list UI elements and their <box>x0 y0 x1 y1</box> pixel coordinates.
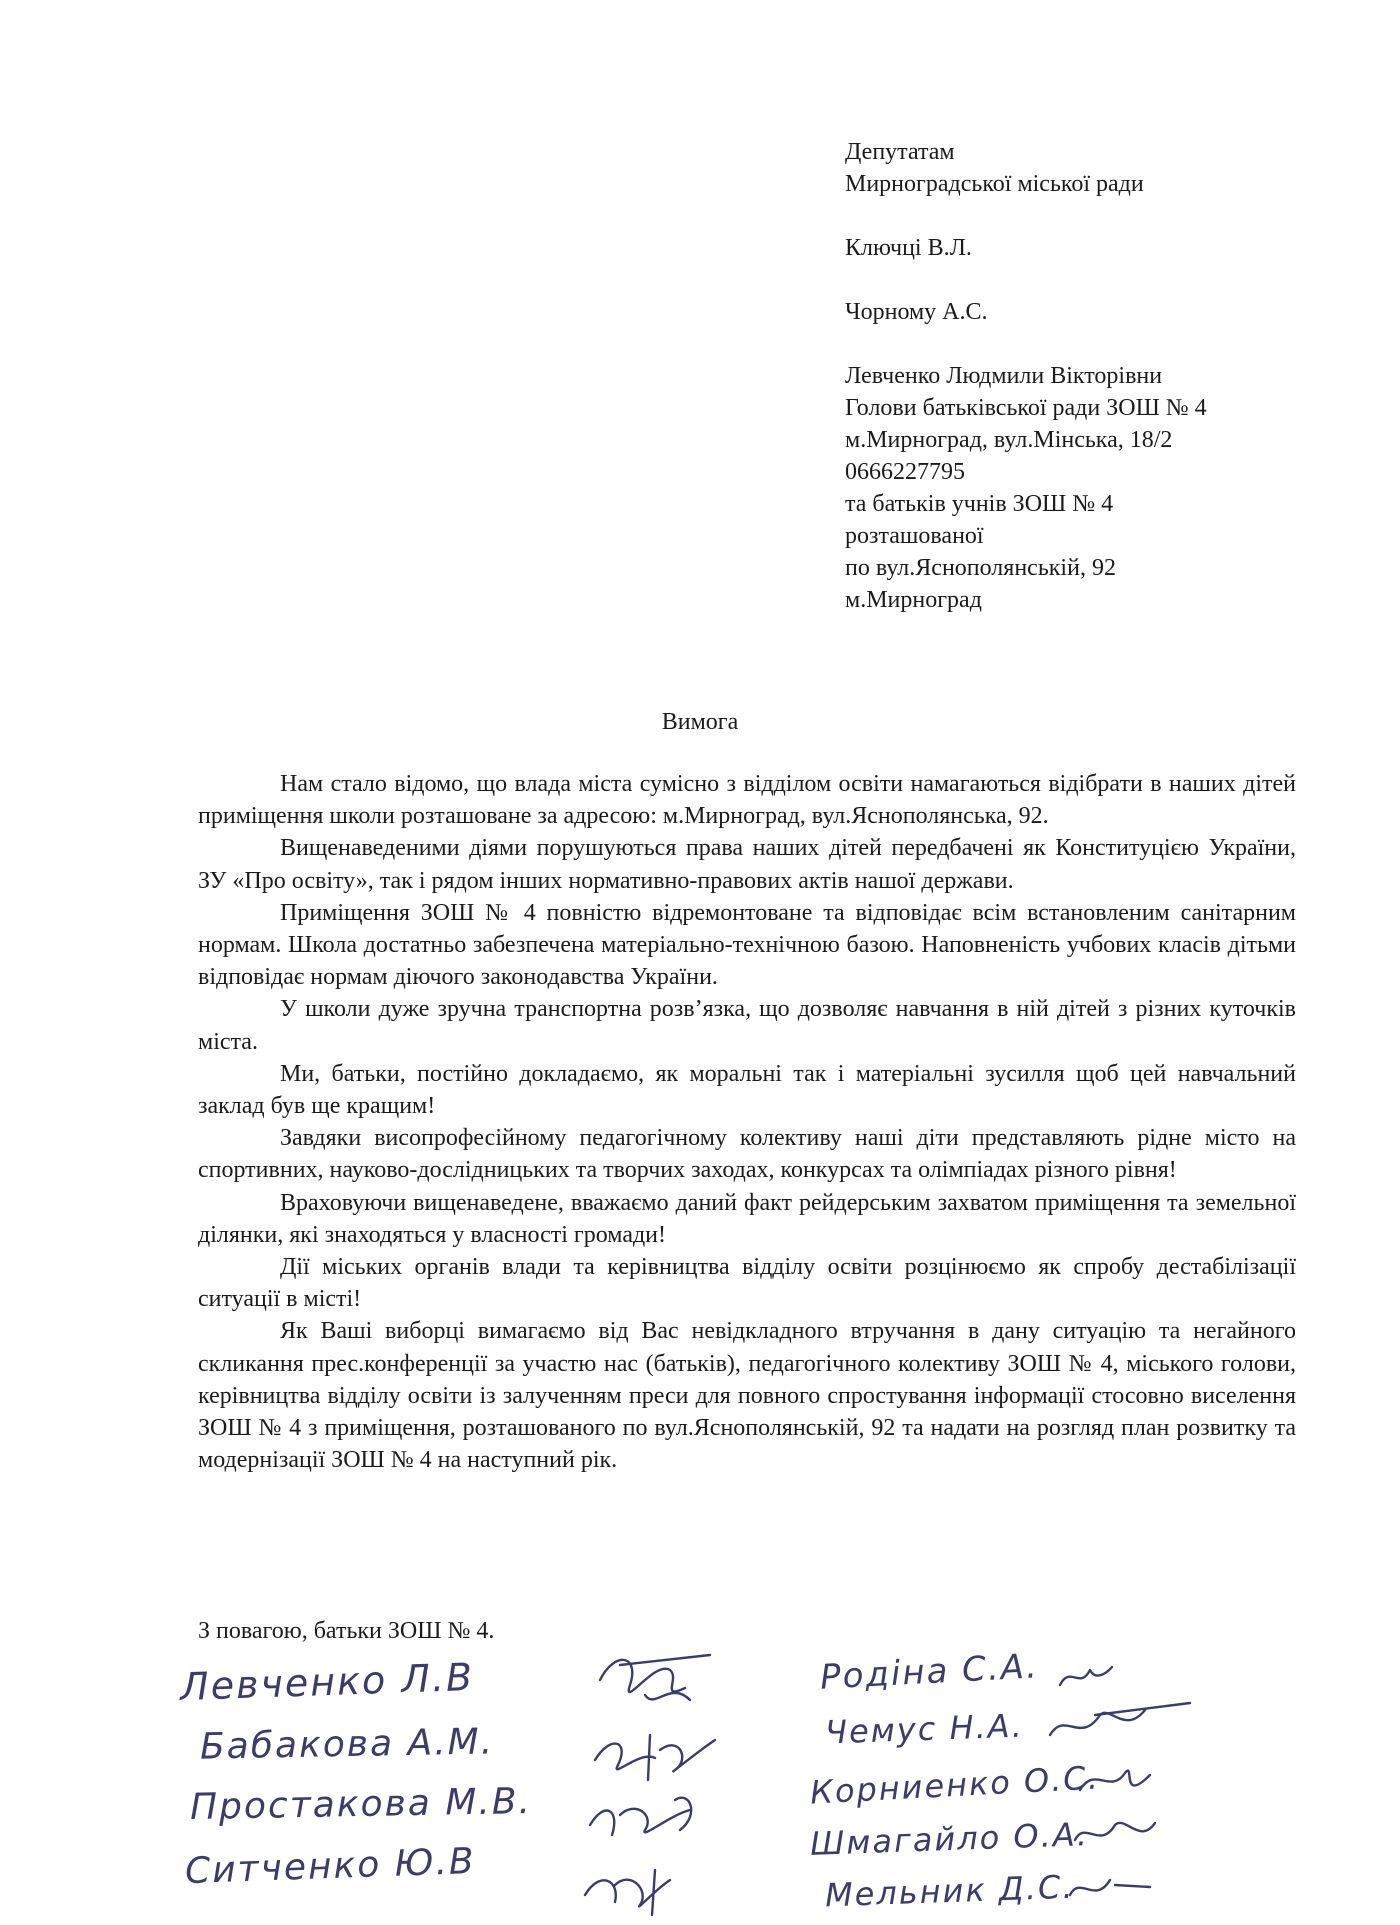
paragraph: Приміщення ЗОШ № 4 повністю відремонтоване та відповідає всім встановленим санітарним нормам. Школа достатньо забезпечена матеріально-технічною базою. Наповненість учбових класів дітьми відповідає нормам діючого законодавства України. <box>198 899 1296 991</box>
recipient-council: Мирноградської міської ради <box>845 171 1144 197</box>
sender-parents: та батьків учнів ЗОШ № 4 <box>845 491 1114 517</box>
sender-position: Голови батьківської ради ЗОШ № 4 <box>845 395 1207 421</box>
signature-name: Бабакова А.М. <box>199 1721 495 1768</box>
paragraph: Враховуючи вищенаведене, вважаємо даний факт рейдерським захватом приміщення та земельної ділянки, які знаходяться у власності громади! <box>198 1189 1296 1248</box>
recipient-line: Депутатам <box>845 139 955 165</box>
paragraph: Ми, батьки, постійно докладаємо, як моральні так і матеріальні зусилля щоб цей навчальний заклад був ще кращим! <box>198 1060 1296 1120</box>
signature-name: Простакова М.В. <box>189 1781 533 1828</box>
signature-name: Левченко Л.В <box>179 1654 475 1710</box>
paragraph: Нам стало відомо, що влада міста сумісно з відділом освіти намагаються відібрати в наших дітей приміщення школи розташоване за адресою: м.Мирноград, вул.Яснополянська, 92. <box>198 771 1296 830</box>
sender-city: м.Мирноград <box>845 587 982 613</box>
sender-street: по вул.Яснополянській, 92 <box>845 555 1116 581</box>
paragraph: Дії міських органів влади та керівництва відділу освіти розцінюємо як спробу дестабілізації ситуації в місті! <box>198 1254 1296 1313</box>
closing-line: З повагою, батьки ЗОШ № 4. <box>198 1618 495 1644</box>
recipient-deputy-2: Чорному А.С. <box>845 299 988 325</box>
document-title: Вимога <box>661 709 739 735</box>
signature-name: Шмагайло О.А. <box>809 1815 1090 1863</box>
sender-name: Левченко Людмили Вікторівни <box>845 363 1163 389</box>
signature-name: Родіна С.А. <box>819 1646 1040 1698</box>
paragraph: Вищенаведеними діями порушуються права наших дітей передбачені як Конституцією України, ЗУ «Про освіту», так і рядом інших нормативно-правових актів нашої держави. <box>198 835 1296 894</box>
sender-phone: 0666227795 <box>845 459 965 485</box>
signature-name: Мельник Д.С. <box>824 1867 1076 1915</box>
recipient-deputy-1: Ключці В.Л. <box>845 235 972 261</box>
addressee-block <box>845 136 1365 616</box>
sender-address: м.Мирноград, вул.Мінська, 18/2 <box>845 427 1173 453</box>
signature-name: Ситченко Ю.В <box>184 1840 477 1893</box>
sender-located: розташованої <box>845 523 984 549</box>
signature-name: Чемус Н.А. <box>824 1706 1025 1752</box>
paragraph: Як Ваші виборці вимагаємо від Вас невідкладного втручання в дану ситуацію та негайного скликання прес.конференції за участю нас (батьків), педагогічного колективу ЗОШ № 4, міського голови, керівництва відділу освіти із залученням преси для повного спростування інформації стосовно виселення ЗОШ № 4 з приміщення, розташованого по вул.Яснополянській, 92 та надати на розгляд план розвитку та модернізації ЗОШ № 4 на наступний рік. <box>198 1318 1296 1474</box>
letter-body <box>198 768 1296 1476</box>
handwritten-initials-column <box>1040 1655 1230 1915</box>
signature-name: Корниенко О.С. <box>809 1758 1101 1812</box>
handwritten-signatures-column <box>560 1640 730 1925</box>
paragraph: У школи дуже зручна транспортна розв’язка, що дозволяє навчання в ній дітей з різних куточків міста. <box>198 996 1296 1055</box>
paragraph: Завдяки висопрофесійному педагогічному колективу наші діти представляють рідне місто на спортивних, науково-дослідницьких та творчих заходах, конкурсах та олімпіадах різного рівня! <box>198 1125 1296 1184</box>
